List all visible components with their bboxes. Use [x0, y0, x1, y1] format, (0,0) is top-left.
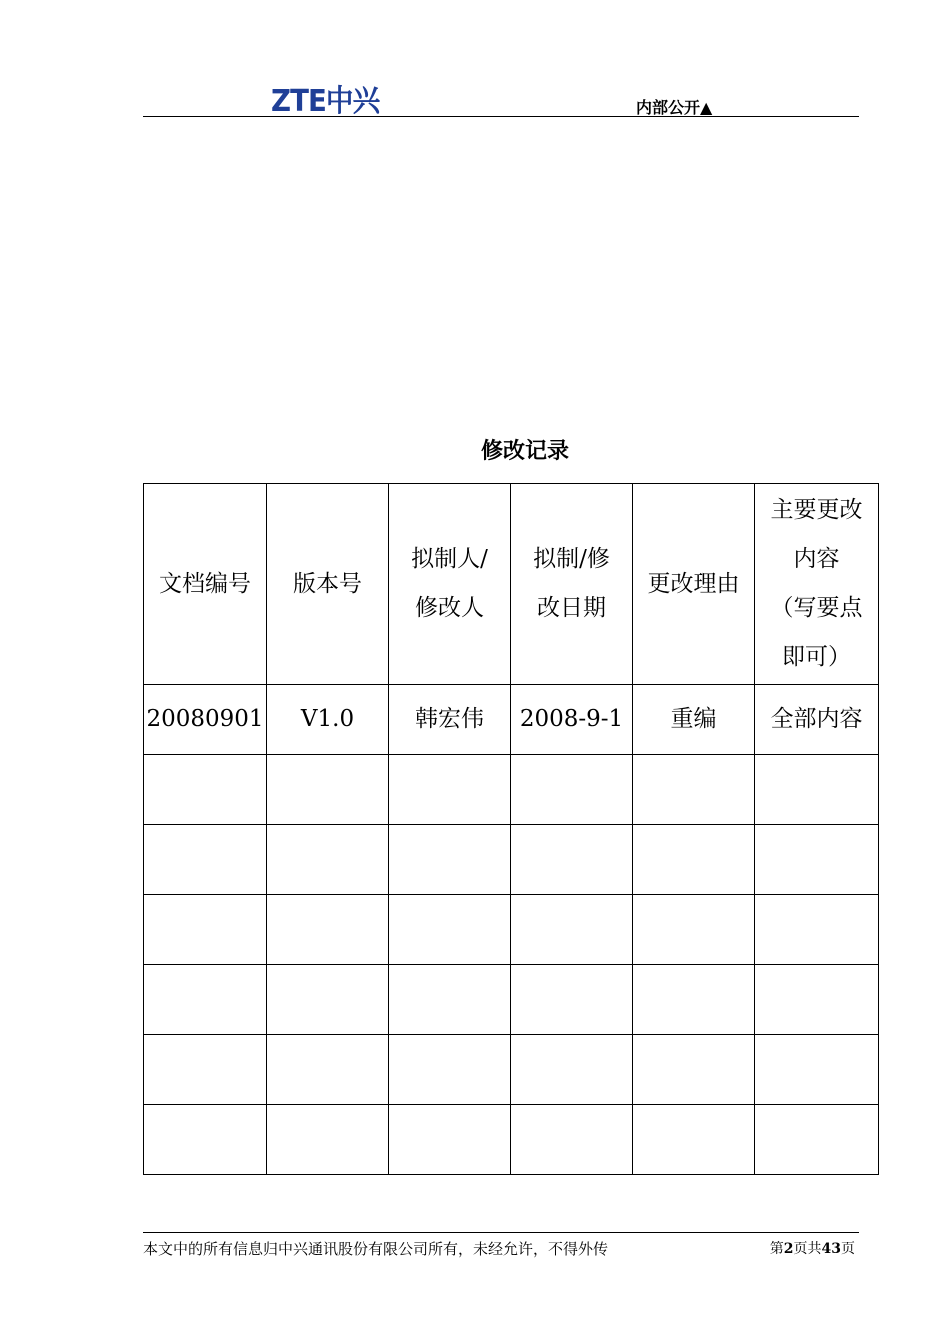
column-header: 文档编号: [144, 484, 267, 685]
classification-label: 内部公开▲: [636, 98, 713, 117]
table-cell: [633, 755, 755, 825]
table-cell: 20080901: [144, 685, 267, 755]
table-cell: [144, 1105, 267, 1175]
table-cell: 韩宏伟: [389, 685, 511, 755]
table-cell: [267, 1105, 389, 1175]
page-total: 43: [821, 1241, 841, 1257]
page-suffix: 页: [841, 1241, 855, 1257]
table-cell: [633, 965, 755, 1035]
table-cell: [267, 825, 389, 895]
table-cell: [511, 1105, 633, 1175]
table-cell: [389, 1035, 511, 1105]
table-cell: [755, 895, 879, 965]
table-cell: [633, 1105, 755, 1175]
table-cell: [389, 965, 511, 1035]
table-row: [144, 685, 879, 755]
table-cell: [511, 965, 633, 1035]
page-footer: [143, 1232, 859, 1258]
page-number: [770, 1238, 855, 1258]
table-cell: [511, 895, 633, 965]
revision-record-table: [143, 483, 879, 1175]
column-header: 更改理由: [633, 484, 755, 685]
table-cell: [755, 755, 879, 825]
table-cell: [389, 755, 511, 825]
table-cell: [144, 755, 267, 825]
table-cell: 重编: [633, 685, 755, 755]
table-cell: [389, 825, 511, 895]
column-header: 拟制人/ 修改人: [389, 484, 511, 685]
table-cell: [144, 825, 267, 895]
table-cell: [144, 895, 267, 965]
table-cell: [267, 755, 389, 825]
page-current: 2: [783, 1241, 794, 1257]
page-header: [143, 70, 859, 117]
table-cell: [144, 1035, 267, 1105]
column-header: 版本号: [267, 484, 389, 685]
table-row: [144, 1035, 879, 1105]
table-cell: [633, 895, 755, 965]
table-cell: [633, 825, 755, 895]
table-cell: [633, 1035, 755, 1105]
table-cell: [267, 965, 389, 1035]
zte-logo: ZTE中兴: [271, 84, 380, 119]
column-header: 拟制/修 改日期: [511, 484, 633, 685]
table-row: [144, 965, 879, 1035]
table-cell: [389, 1105, 511, 1175]
table-row: [144, 755, 879, 825]
page-middle: 页共: [793, 1241, 822, 1257]
page-prefix: 第: [769, 1241, 784, 1257]
column-header: 主要更改 内容 （写要点 即可）: [755, 484, 879, 685]
table-cell: [755, 965, 879, 1035]
table-cell: 全部内容: [755, 685, 879, 755]
table-row: [144, 895, 879, 965]
table-cell: [267, 895, 389, 965]
table-cell: [267, 1035, 389, 1105]
table-cell: 2008-9-1: [511, 685, 633, 755]
table-cell: [144, 965, 267, 1035]
table-cell: [511, 1035, 633, 1105]
table-cell: [389, 895, 511, 965]
table-cell: [755, 1035, 879, 1105]
page-title: 修改记录: [480, 439, 569, 464]
table-row: [144, 1105, 879, 1175]
table-header-row: [144, 484, 879, 685]
copyright-notice: 本文中的所有信息归中兴通讯股份有限公司所有，未经允许，不得外传: [143, 1240, 609, 1258]
table-cell: [755, 825, 879, 895]
table-row: [144, 825, 879, 895]
table-cell: [511, 755, 633, 825]
table-cell: [755, 1105, 879, 1175]
table-cell: V1.0: [267, 685, 389, 755]
table-cell: [511, 825, 633, 895]
